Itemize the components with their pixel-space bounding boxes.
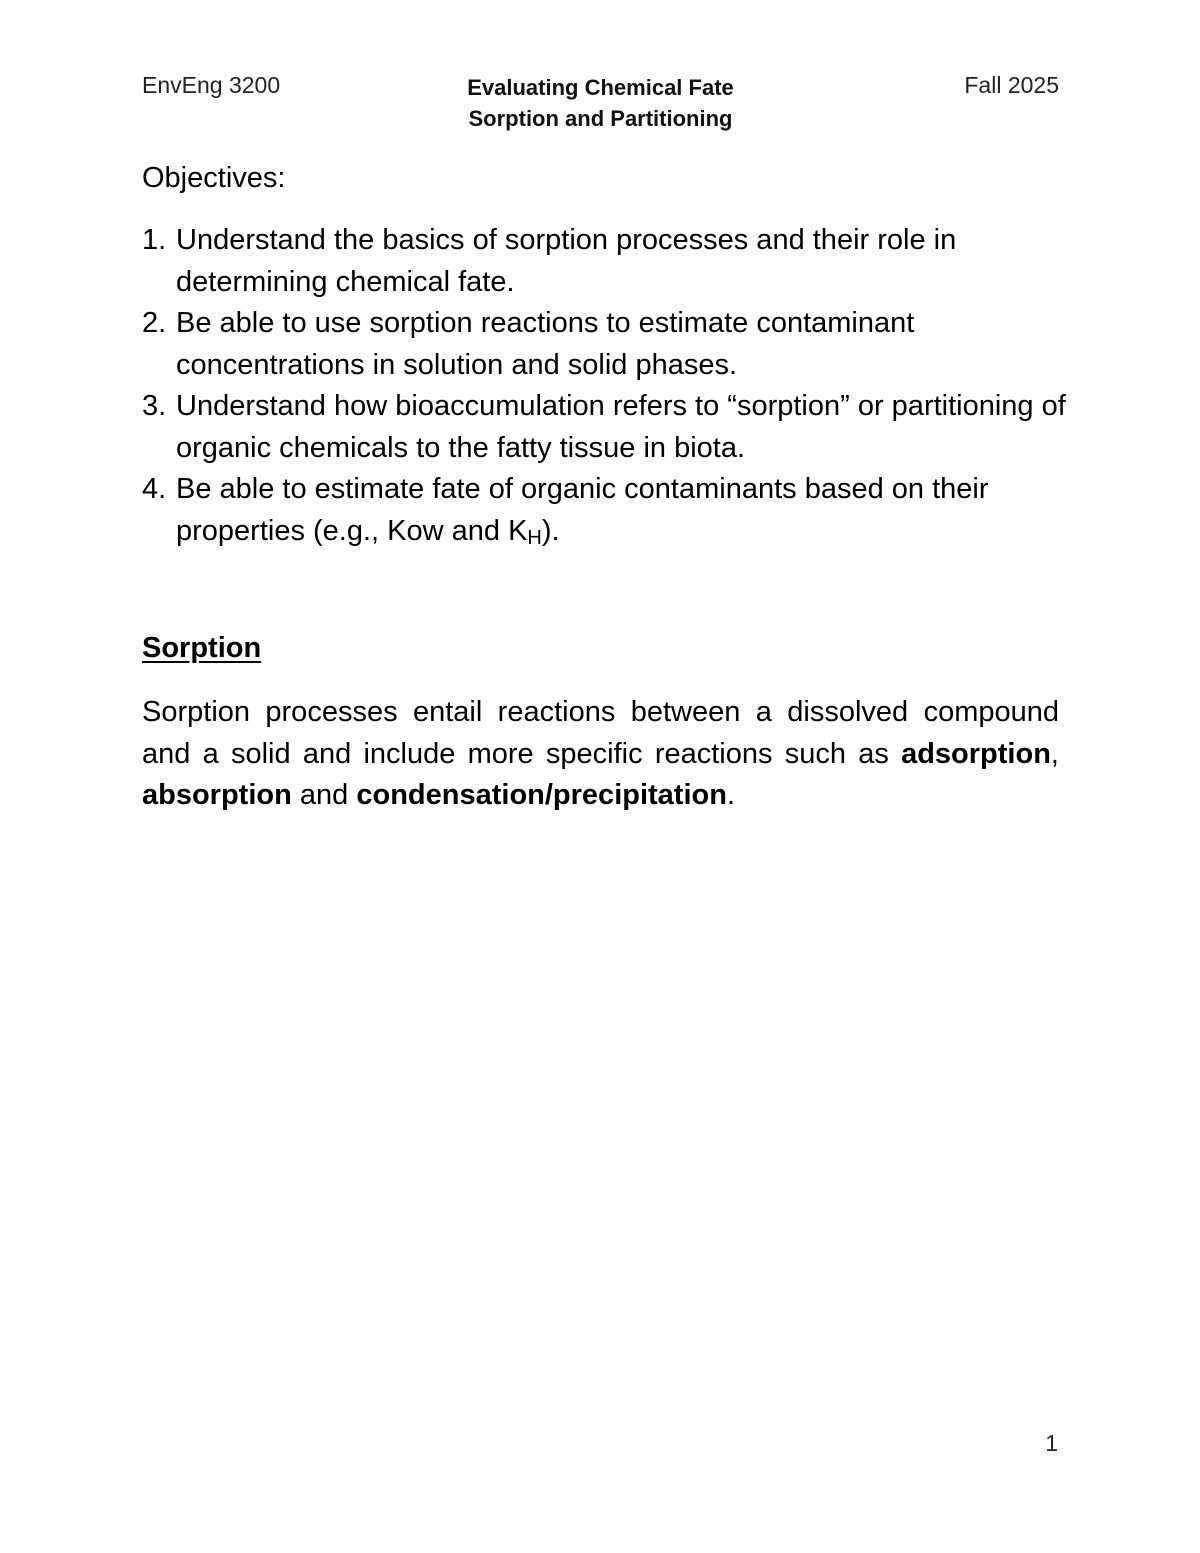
course-code: EnvEng 3200 [142, 72, 281, 98]
henry-constant-subscript: H [527, 526, 542, 549]
document-subtitle: Sorption and Partitioning [468, 106, 733, 131]
objective-item [142, 220, 1067, 303]
term-separator: , [1050, 737, 1059, 770]
page-header [142, 72, 1059, 132]
objective-item [142, 469, 1067, 552]
objective-item [142, 303, 1067, 386]
page-number: 1 [1045, 1430, 1058, 1456]
sentence-end: . [726, 779, 736, 811]
objective-item [142, 386, 1067, 469]
term-absorption: absorption [142, 779, 292, 811]
section-heading-sorption: Sorption [142, 632, 262, 664]
document-title: Evaluating Chemical Fate [467, 75, 734, 100]
objective-number: 4. [142, 473, 167, 505]
objectives-list [142, 220, 1067, 552]
objective-text: Be able to use sorption reactions to estimate contaminant concentrations in solution and solid phases. [176, 307, 915, 381]
term-adsorption: adsorption [901, 737, 1051, 770]
objective-number: 2. [142, 307, 167, 339]
term-conjunction: and [299, 779, 349, 811]
objectives-label: Objectives: [142, 162, 286, 194]
term-condensation-precipitation: condensation/precipitation [356, 779, 727, 811]
sorption-intro-text: Sorption processes entail reactions between a dissolved compound and a solid and include more specific reactions such as [142, 696, 1059, 770]
term-label: Fall 2025 [964, 72, 1059, 98]
objective-text-before: Be able to estimate fate of organic contaminants based on their properties (e.g., Kow and K [176, 473, 989, 547]
objective-number: 3. [142, 390, 167, 422]
objective-text: Understand how bioaccumulation refers to “sorption” or partitioning of organic chemicals to the fatty tissue in biota. [176, 390, 1066, 464]
document-title-block [142, 72, 1059, 134]
objective-number: 1. [142, 224, 167, 256]
sorption-paragraph [142, 692, 1059, 817]
objective-text-after: ). [541, 514, 560, 547]
objective-text [176, 473, 989, 547]
objective-text: Understand the basics of sorption processes and their role in determining chemical fate. [176, 224, 957, 298]
